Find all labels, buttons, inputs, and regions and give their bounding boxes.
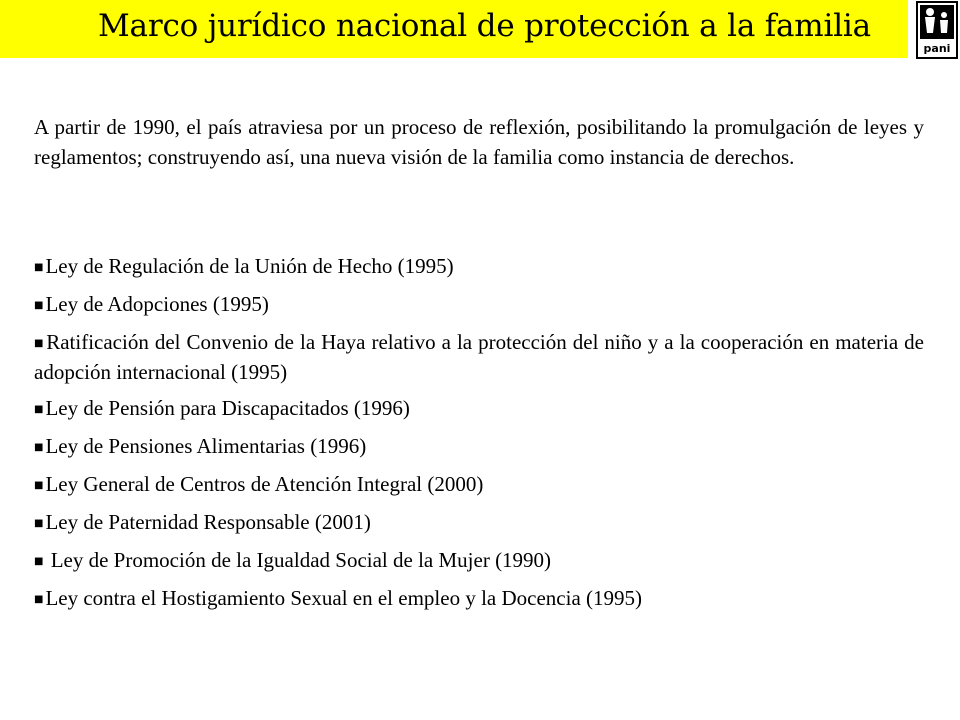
pani-logo-icon	[916, 0, 960, 60]
square-bullet-icon: ■	[34, 404, 44, 415]
law-item	[34, 394, 924, 424]
law-text: Ley de Paternidad Responsable (2001)	[45, 510, 371, 534]
law-text: Ley de Pensiones Alimentarias (1996)	[45, 434, 367, 458]
law-text: Ley de Adopciones (1995)	[45, 292, 269, 316]
law-text: Ley General de Centros de Atención Integral (2000)	[45, 472, 484, 496]
law-text: Ley de Promoción de la Igualdad Social de la Mujer (1990)	[45, 548, 552, 572]
square-bullet-icon: ■	[34, 480, 44, 491]
square-bullet-icon: ■	[34, 442, 44, 453]
law-text: Ley de Regulación de la Unión de Hecho (1995)	[45, 254, 454, 278]
square-bullet-icon: ■	[34, 300, 44, 311]
law-text: Ratificación del Convenio de la Haya relativo a la protección del niño y a la cooperación en materia de adopción internacional (1995)	[34, 330, 925, 384]
square-bullet-icon: ■	[34, 518, 44, 529]
law-item	[34, 290, 924, 320]
law-item	[34, 546, 924, 576]
logo-text: pani	[923, 42, 951, 55]
square-bullet-icon: ■	[34, 556, 44, 567]
page-title: Marco jurídico nacional de protección a la familia	[98, 8, 871, 44]
law-text: Ley de Pensión para Discapacitados (1996)	[45, 396, 410, 420]
law-item	[34, 584, 924, 614]
title-bar	[0, 0, 908, 58]
square-bullet-icon: ■	[34, 262, 44, 273]
law-item	[34, 470, 924, 500]
law-item	[34, 328, 924, 386]
law-item	[34, 252, 924, 282]
square-bullet-icon: ■	[34, 594, 44, 605]
laws-list	[34, 252, 924, 622]
intro-paragraph: A partir de 1990, el país atraviesa por un proceso de reflexión, posibilitando la promulgación de leyes y reglamentos; construyendo así, una nueva visión de la familia como instancia de derechos.	[34, 115, 924, 169]
law-item	[34, 508, 924, 538]
square-bullet-icon: ■	[34, 338, 45, 349]
law-item	[34, 432, 924, 462]
law-text: Ley contra el Hostigamiento Sexual en el empleo y la Docencia (1995)	[45, 586, 642, 610]
